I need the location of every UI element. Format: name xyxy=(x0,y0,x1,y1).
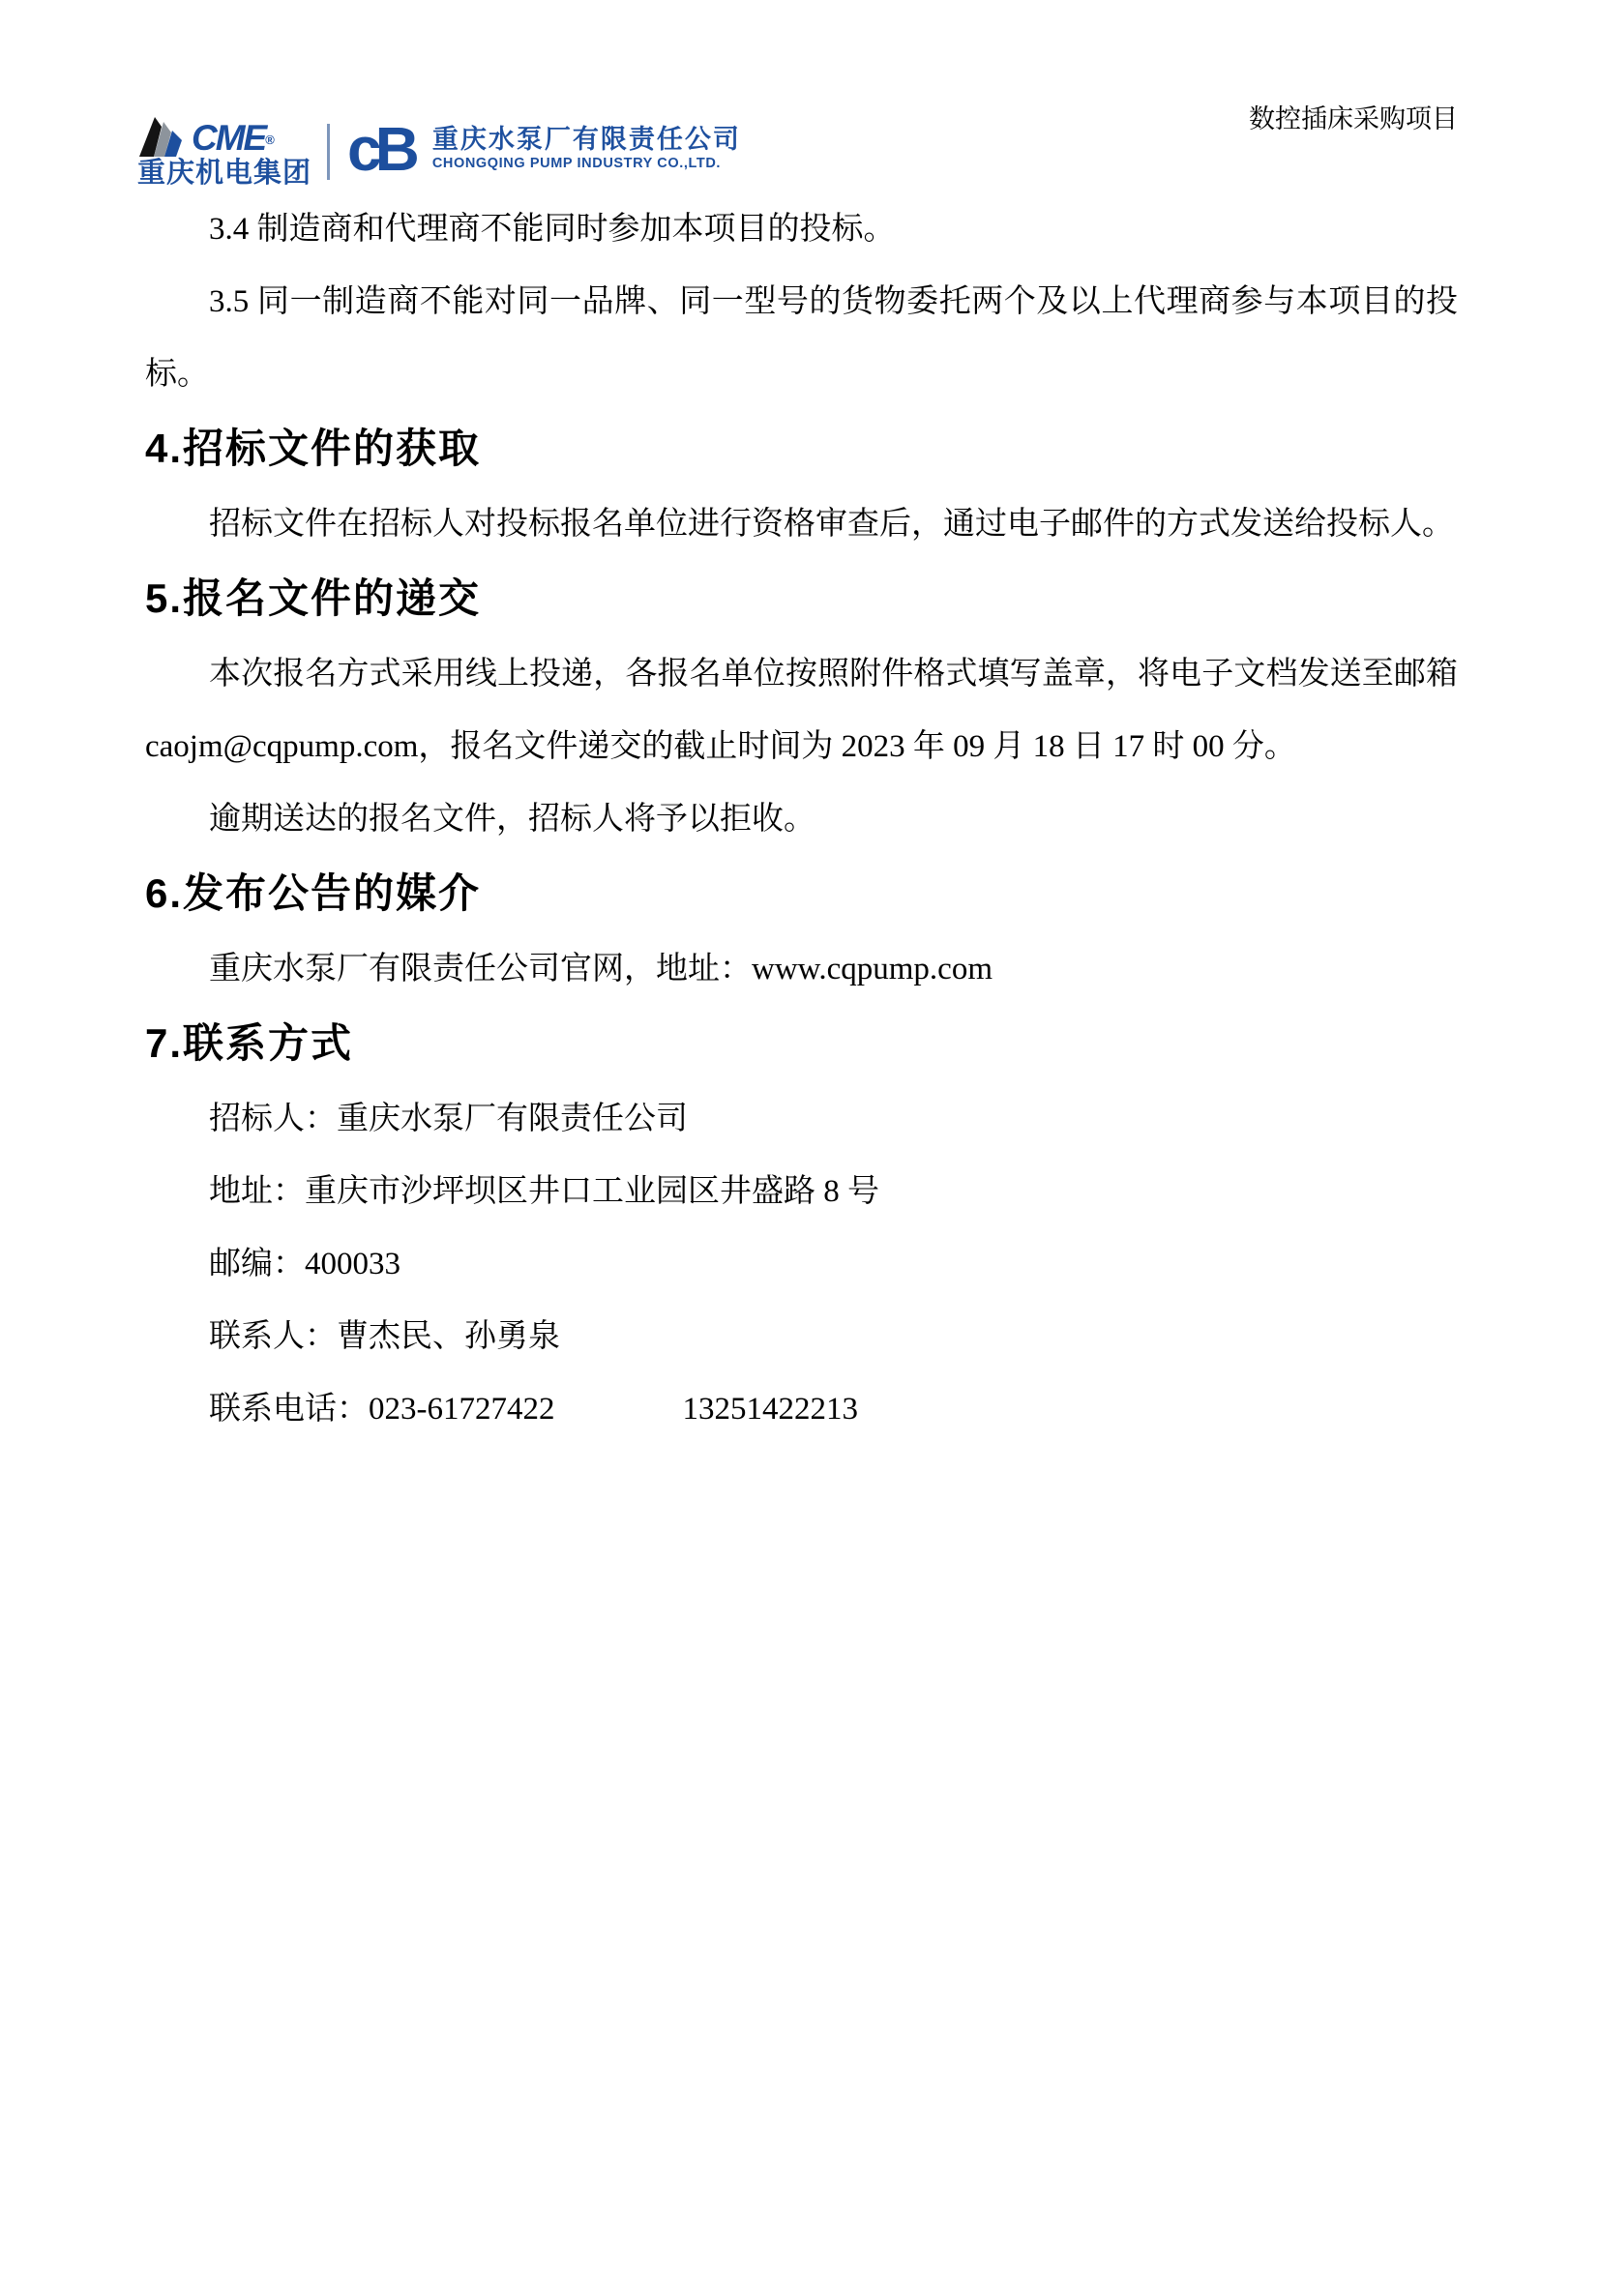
section-5-paragraph-1: 本次报名方式采用线上投递，各报名单位按照附件格式填写盖章，将电子文档发送至邮箱caojm@cqpump.com，报名文件递交的截止时间为 2023 年 09 月 18 日 17 时 00 分。 xyxy=(145,657,1458,764)
cme-mountain-icon xyxy=(137,114,188,157)
section-6-heading: 6.发布公告的媒介 xyxy=(145,870,482,916)
project-title-label: 数控插床采购项目 xyxy=(1249,104,1458,133)
section-5-heading: 5.报名文件的递交 xyxy=(145,575,482,621)
registered-trademark-icon: ® xyxy=(265,132,275,147)
contact-phone-line: 联系电话：023-61727422 13251422213 xyxy=(209,1392,858,1427)
cme-name: CME xyxy=(192,118,266,158)
cme-wordmark xyxy=(192,118,275,158)
clause-3-5: 3.5 同一制造商不能对同一品牌、同一型号的货物委托两个及以上代理商参与本项目的投标。 xyxy=(145,284,1458,392)
clause-3-4: 3.4 制造商和代理商不能同时参加本项目的投标。 xyxy=(209,212,896,247)
contact-person-line: 联系人：曹杰民、孙勇泉 xyxy=(209,1319,560,1354)
pump-logo-icon: cB xyxy=(347,114,413,184)
pump-company-name-cn: 重庆水泵厂有限责任公司 xyxy=(431,125,741,154)
logo-row xyxy=(137,114,741,189)
cme-group-name: 重庆机电集团 xyxy=(137,158,312,189)
section-6-paragraph: 重庆水泵厂有限责任公司官网，地址：www.cqpump.com xyxy=(209,952,993,986)
section-5-paragraph-2: 逾期送达的报名文件，招标人将予以拒收。 xyxy=(209,802,815,837)
pump-company-name-en: CHONGQING PUMP INDUSTRY CO.,LTD. xyxy=(431,156,722,171)
contact-postcode-line: 邮编：400033 xyxy=(209,1247,400,1281)
logo-divider xyxy=(327,124,330,180)
cme-group-logo xyxy=(137,118,311,189)
contact-tenderer-line: 招标人：重庆水泵厂有限责任公司 xyxy=(209,1102,688,1136)
page-header xyxy=(0,0,1600,203)
pump-company-logo xyxy=(347,114,741,184)
section-4-heading: 4.招标文件的获取 xyxy=(145,426,482,471)
section-7-heading: 7.联系方式 xyxy=(145,1020,354,1066)
section-4-paragraph: 招标文件在招标人对投标报名单位进行资格审查后，通过电子邮件的方式发送给投标人。 xyxy=(209,507,1454,542)
contact-address-line: 地址：重庆市沙坪坝区井口工业园区井盛路 8 号 xyxy=(209,1174,879,1209)
document-body xyxy=(145,193,1458,1446)
